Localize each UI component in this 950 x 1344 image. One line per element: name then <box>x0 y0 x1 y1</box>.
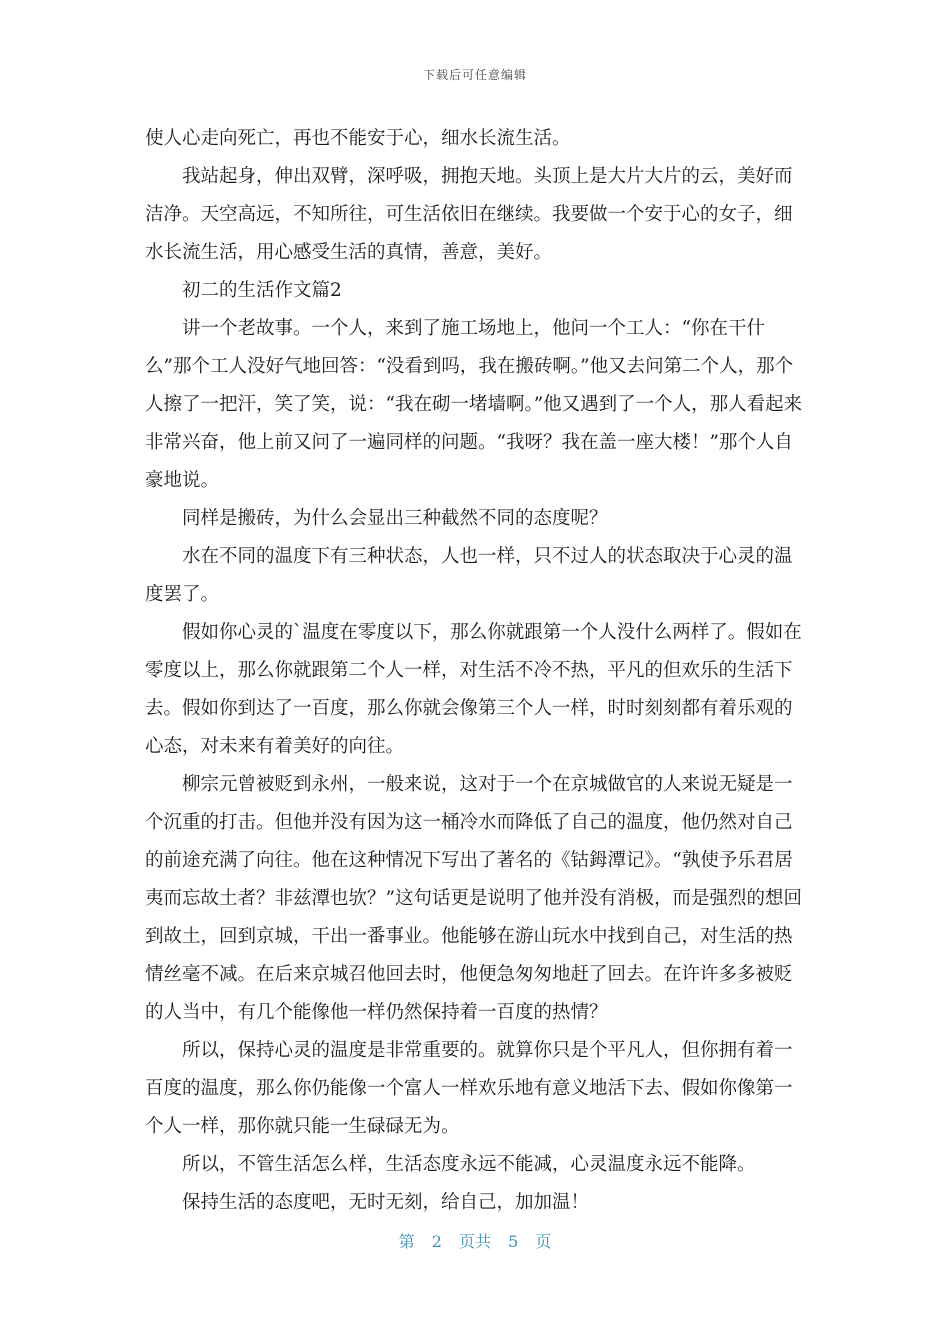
header-note: 下载后可任意编辑 <box>422 68 527 82</box>
paragraph: 假如你心灵的`温度在零度以下，那么你就跟第一个人没什么两样了。假如在零度以上，那么你就跟第二个人一样，对生活不冷不热，平凡的但欢乐的生活下去。假如你到达了一百度，那么你就会像第三个人一样，时时刻刻都有着乐观的心态，对未来有着美好的向往。 <box>145 622 802 757</box>
paragraph: 保持生活的态度吧，无时无刻，给自己，加加温！ <box>182 1192 590 1213</box>
current-page-number: 2 <box>431 1232 442 1251</box>
paragraph: 讲一个老故事。一个人，来到了施工场地上，他问一个工人：“你在干什么”那个工人没好气地回答：“没看到吗，我在搬砖啊。”他又去问第二个人，那个人擦了一把汗，笑了笑，说：“我在砌一堵墙啊。”他又遇到了一个人，那人看起来非常兴奋，他上前又问了一遍同样的问题。“我呀？我在盖一座大楼！”那个人自豪地说。 <box>145 318 803 491</box>
paragraph: 柳宗元曾被贬到永州，一般来说，这对于一个在京城做官的人来说无疑是一个沉重的打击。但他并没有因为这一桶冷水而降低了自己的温度，他仍然对自己的前途充满了向往。他在这种情况下写出了著名的《钴鉧潭记》。“孰使予乐君居夷而忘故土者？非兹潭也欤？”这句话更是说明了他并没有消极，而是强烈的想回到故土，回到京城，干出一番事业。他能够在游山玩水中找到自己，对生活的热情丝毫不减。在后来京城召他回去时，他便急匆匆地赶了回去。在许许多多被贬的人当中，有几个能像他一样仍然保持着一百度的热情？ <box>145 774 802 1023</box>
total-page-count: 5 <box>508 1232 519 1251</box>
document-body <box>145 120 810 1222</box>
page-footer <box>0 1229 950 1252</box>
paragraph: 所以，不管生活怎么样，生活态度永远不能减，心灵温度永远不能降。 <box>182 1154 756 1175</box>
paragraph-continuation: 使人心走向死亡，再也不能安于心，细水长流生活。 <box>145 128 571 149</box>
footer-suffix: 页 <box>535 1232 552 1251</box>
paragraph: 所以，保持心灵的温度是非常重要的。就算你只是个平凡人，但你拥有着一百度的温度，那么你仍能像一个富人一样欢乐地有意义地活下去、假如你像第一个人一样，那你就只能一生碌碌无为。 <box>145 1040 793 1137</box>
paragraph: 我站起身，伸出双臂，深呼吸，拥抱天地。头顶上是大片大片的云，美好而洁净。天空高远，不知所往，可生活依旧在继续。我要做一个安于心的女子，细水长流生活，用心感受生活的真情，善意，美好。 <box>145 166 793 263</box>
section-heading: 初二的生活作文篇2 <box>182 280 342 301</box>
paragraph: 同样是搬砖，为什么会显出三种截然不同的态度呢？ <box>182 508 608 529</box>
paragraph: 水在不同的温度下有三种状态，人也一样，只不过人的状态取决于心灵的温度罢了。 <box>145 546 793 605</box>
footer-middle: 页共 <box>458 1232 491 1251</box>
footer-prefix: 第 <box>398 1232 415 1251</box>
